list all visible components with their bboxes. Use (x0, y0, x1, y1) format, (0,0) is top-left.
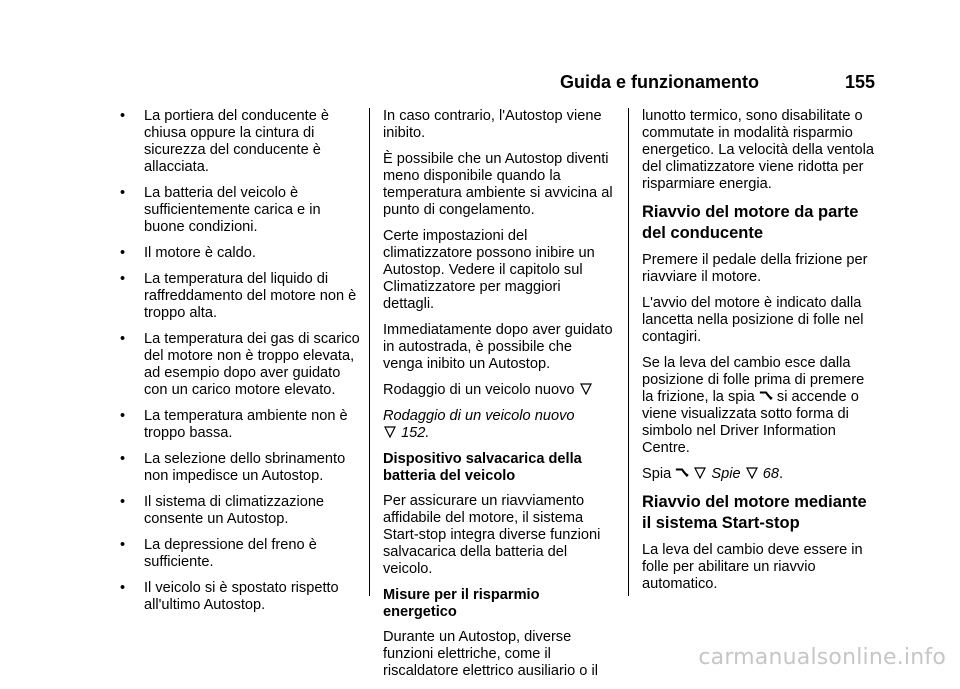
list-item-text: La temperatura dei gas di scarico del motore non è troppo elevata, ad esempio dopo aver guidato con un carico motore elevato. (144, 331, 360, 398)
list-item-text: La temperatura ambiente non è troppo bassa. (144, 408, 348, 441)
bullet-marker: • (120, 408, 126, 424)
paragraph-text: Spia (642, 466, 672, 482)
paragraph: Certe impostazioni del climatizzatore possono inibire un Autostop. Vedere il capitolo sul Climatizzatore per maggiori dettagli. (383, 228, 595, 312)
bullet-marker: • (120, 185, 126, 201)
section-heading: Riavvio del motore mediante il sistema Start-stop (642, 493, 867, 532)
paragraph: Premere il pedale della frizione per riavviare il motore. (642, 252, 868, 285)
page-reference-icon (579, 383, 593, 395)
list-item-text: La batteria del veicolo è sufficientemente carica e in buone condizioni. (144, 185, 321, 235)
reference-title[interactable]: Spie (711, 466, 741, 482)
list-item-text: Il sistema di climatizzazione consente un Autostop. (144, 494, 325, 527)
bullet-marker: • (120, 271, 126, 287)
page-reference-icon (383, 426, 397, 438)
list-item-text: La portiera del conducente è chiusa oppure la cintura di sicurezza del conducente è allacciata. (144, 108, 329, 175)
list-item (120, 271, 360, 322)
column-3 (642, 108, 877, 602)
page-number: 155 (844, 72, 875, 92)
paragraph: Per assicurare un riavviamento affidabile del motore, il sistema Start-stop integra diverse funzioni salvacarica della batteria del veicolo. (383, 493, 601, 577)
bullet-marker: • (120, 108, 126, 124)
reference-page: 152 (401, 425, 426, 441)
section-title: Guida e funzionamento (560, 72, 760, 92)
page-reference-icon (745, 467, 759, 479)
paragraph: In caso contrario, l'Autostop viene inibito. (383, 108, 602, 141)
reference-title: Rodaggio di un veicolo nuovo (383, 408, 575, 424)
column-divider (628, 108, 629, 596)
column-divider (369, 108, 370, 596)
section-heading: Riavvio del motore da parte del conducente (642, 203, 859, 242)
page-header (560, 72, 875, 94)
section-heading: Misure per il risparmio energetico (383, 587, 540, 620)
paragraph-with-ref: Spia Spie 68. (642, 466, 784, 482)
gear-shift-indicator-icon (675, 467, 689, 479)
paragraph: lunotto termico, sono disabilitate o commutate in modalità risparmio energetico. La velocità della ventola del climatizzatore viene ridotta per risparmiare energia. (642, 108, 875, 192)
watermark: carmanualsonline.info (698, 645, 946, 670)
list-item (120, 408, 360, 442)
list-item (120, 331, 360, 399)
gear-shift-indicator-icon (759, 390, 773, 402)
list-item (120, 580, 360, 614)
list-item-text: Il veicolo si è spostato rispetto all'ultimo Autostop. (144, 580, 339, 613)
paragraph-text: si accende o viene visualizzata sotto forma di simbolo nel Driver Information Centre. (642, 389, 859, 456)
list-item (120, 108, 360, 176)
paragraph: È possibile che un Autostop diventi meno disponibile quando la temperatura ambiente si avvicina al punto di congelamento. (383, 151, 613, 218)
page-reference-icon (693, 467, 707, 479)
list-item-text: La depressione del freno è sufficiente. (144, 537, 317, 570)
cross-reference[interactable]: Rodaggio di un veicolo nuovo 152. (383, 408, 575, 441)
paragraph-text: la frizione, la spia (642, 389, 755, 405)
list-item (120, 245, 360, 262)
bullet-marker: • (120, 537, 126, 553)
bullet-marker: • (120, 451, 126, 467)
list-item (120, 537, 360, 571)
list-item (120, 185, 360, 236)
reference-page[interactable]: 68 (762, 466, 779, 482)
paragraph: Immediatamente dopo aver guidato in autostrada, è possibile che venga inibito un Autostop. (383, 322, 613, 372)
paragraph: L'avvio del motore è indicato dalla lancetta nella posizione di folle nel contagiri. (642, 295, 864, 345)
list-item-text: Il motore è caldo. (144, 245, 256, 261)
paragraph (642, 355, 877, 457)
bullet-marker: • (120, 494, 126, 510)
paragraph-with-ref (383, 382, 615, 399)
paragraph-text: Se la leva del cambio esce dalla posizione di folle prima di premere (642, 355, 865, 388)
bullet-marker: • (120, 580, 126, 596)
paragraph: Durante un Autostop, diverse funzioni elettriche, come il riscaldatore elettrico ausiliario o il (383, 629, 598, 679)
list-item-text: La selezione dello sbrinamento non impedisce un Autostop. (144, 451, 346, 484)
list-item (120, 494, 360, 528)
column-1 (120, 108, 360, 623)
list-item-text: La temperatura del liquido di raffreddamento del motore non è troppo alta. (144, 271, 357, 321)
column-2 (383, 108, 615, 689)
bullet-marker: • (120, 245, 126, 261)
bullet-marker: • (120, 331, 126, 347)
list-item (120, 451, 360, 485)
paragraph-text: Rodaggio di un veicolo nuovo (383, 382, 575, 398)
paragraph: La leva del cambio deve essere in folle per abilitare un riavvio automatico. (642, 542, 863, 592)
section-heading: Dispositivo salvacarica della batteria del veicolo (383, 451, 582, 484)
